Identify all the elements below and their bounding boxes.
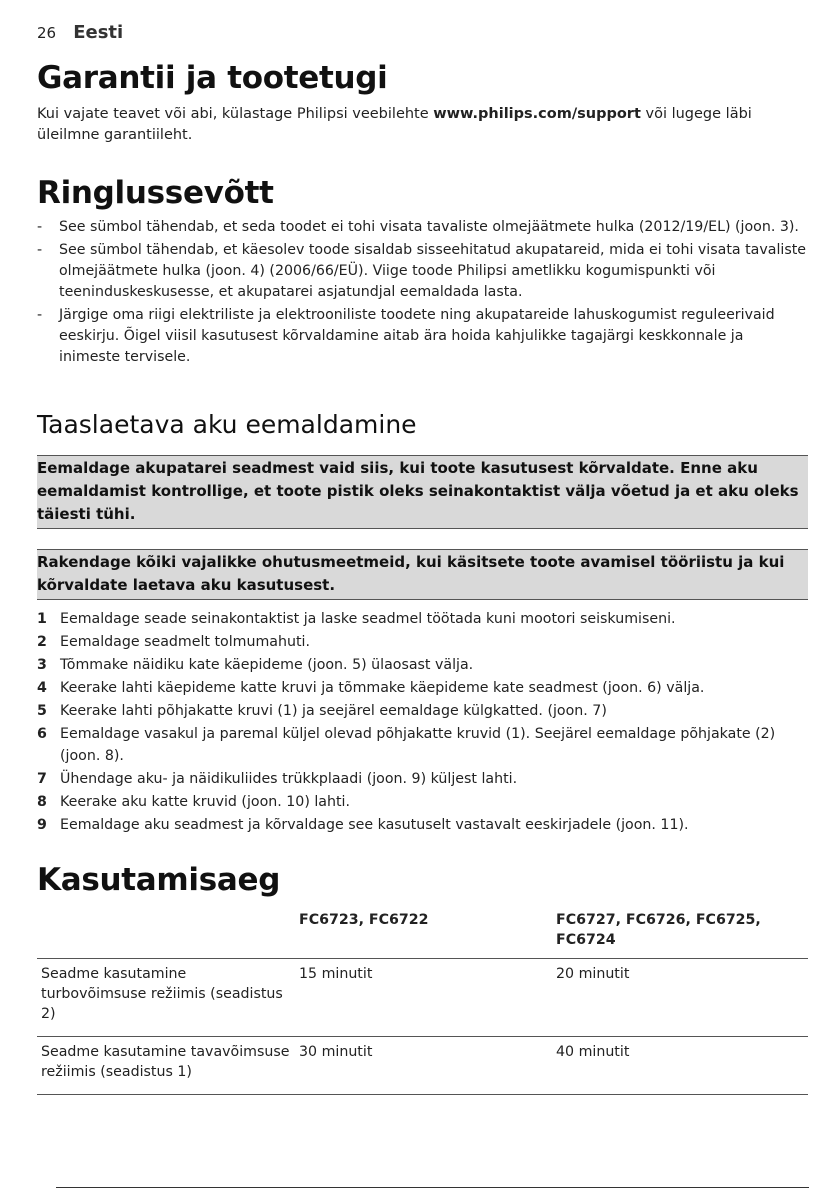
battery-removal-title: Taaslaetava aku eemaldamine <box>37 410 417 439</box>
step-item: 5 Keerake lahti põhjakatte kruvi (1) ja seejärel eemaldage külgkatted. (joon. 7) <box>37 703 607 719</box>
table-cell: Seadme kasutamine tavavõimsuse režiimis (seadistus 1) <box>37 1037 295 1095</box>
warning-box-1: Eemaldage akupatarei seadmest vaid siis, kui toote kasutusest kõrvaldate. Enne aku eemaldamist kontrollige, et toote pistik oleks seinakontaktist välja võetud ja et aku oleks täiesti tühi. <box>37 455 808 529</box>
recycling-list <box>37 217 807 370</box>
support-link[interactable]: www.philips.com/support <box>433 106 641 122</box>
page-number: 26 <box>37 24 57 42</box>
table-cell: 30 minutit <box>295 1037 552 1095</box>
page-header <box>37 22 123 43</box>
table-cell: Seadme kasutamine turbovõimsuse režiimis (seadistus 2) <box>37 959 295 1037</box>
usage-time-table <box>37 905 808 1095</box>
list-item: - See sümbol tähendab, et käesolev toode sisaldab sisseehitatud akupatareid, mida ei tohi visata tavaliste olmejäätmete hulka (joon. 4) (2006/66/EÜ). Viige toode Philipsi ametlikku kogumispunkti või teeninduskeskusesse, et akupatarei asjatundjal eemaldada lasta. <box>37 242 807 300</box>
table-row <box>37 959 808 1037</box>
warning-box-2: Rakendage kõiki vajalikke ohutusmeetmeid, kui käsitsete toote avamisel tööriistu ja kui kõrvaldate laetava aku kasutusest. <box>37 549 808 600</box>
list-item: - See sümbol tähendab, et seda toodet ei tohi visata tavaliste olmejäätmete hulka (2012/19/EL) (joon. 3). <box>37 219 799 235</box>
warranty-title: Garantii ja tootetugi <box>37 60 388 96</box>
language-label: Eesti <box>73 22 124 43</box>
step-item: 3 Tõmmake näidiku kate käepideme (joon. 5) ülaosast välja. <box>37 657 474 673</box>
step-item: 8 Keerake aku katte kruvid (joon. 10) lahti. <box>37 793 351 810</box>
table-cell: 15 minutit <box>295 959 552 1037</box>
step-item: 1 Eemaldage seade seinakontaktist ja laske seadmel töötada kuni mootori seiskumiseni. <box>37 611 676 627</box>
table-header-row <box>37 905 808 959</box>
warranty-text-before: Kui vajate teavet või abi, külastage Philipsi veebilehte <box>37 106 434 122</box>
table-row <box>37 1037 808 1095</box>
column-header: FC6727, FC6726, FC6725, FC6724 <box>556 912 761 948</box>
column-header: FC6723, FC6722 <box>299 912 429 928</box>
warranty-paragraph <box>37 104 797 146</box>
list-item: - Järgige oma riigi elektriliste ja elektrooniliste toodete ning akupatareide lahuskogumist reguleerivaid eeskirju. Õigel viisil kasutusest kõrvaldamine aitab ära hoida kahjulikke tagajärgi keskkonnale ja inimeste tervisele. <box>37 307 775 365</box>
step-item: 7 Ühendage aku- ja näidikuliides trükkplaadi (joon. 9) küljest lahti. <box>37 770 518 787</box>
removal-steps <box>37 609 808 838</box>
step-item: 9 Eemaldage aku seadmest ja kõrvaldage see kasutuselt vastavalt eeskirjadele (joon. 11). <box>37 816 689 833</box>
table-cell: 20 minutit <box>552 959 808 1037</box>
warranty-text-after: või lugege läbi üleilmne garantiileht. <box>37 106 752 143</box>
usage-time-title: Kasutamisaeg <box>37 862 281 898</box>
step-item: 2 Eemaldage seadmelt tolmumahuti. <box>37 634 310 650</box>
step-item: 4 Keerake lahti käepideme katte kruvi ja tõmmake käepideme kate seadmest (joon. 6) välja. <box>37 680 705 696</box>
column-header <box>37 905 295 959</box>
step-item: 6 Eemaldage vasakul ja paremal küljel olevad põhjakatte kruvid (1). Seejärel eemaldage põhjakate (2) (joon. 8). <box>37 726 776 764</box>
footer-divider <box>56 1187 809 1188</box>
table-cell: 40 minutit <box>552 1037 808 1095</box>
recycling-title: Ringlussevõtt <box>37 175 274 211</box>
